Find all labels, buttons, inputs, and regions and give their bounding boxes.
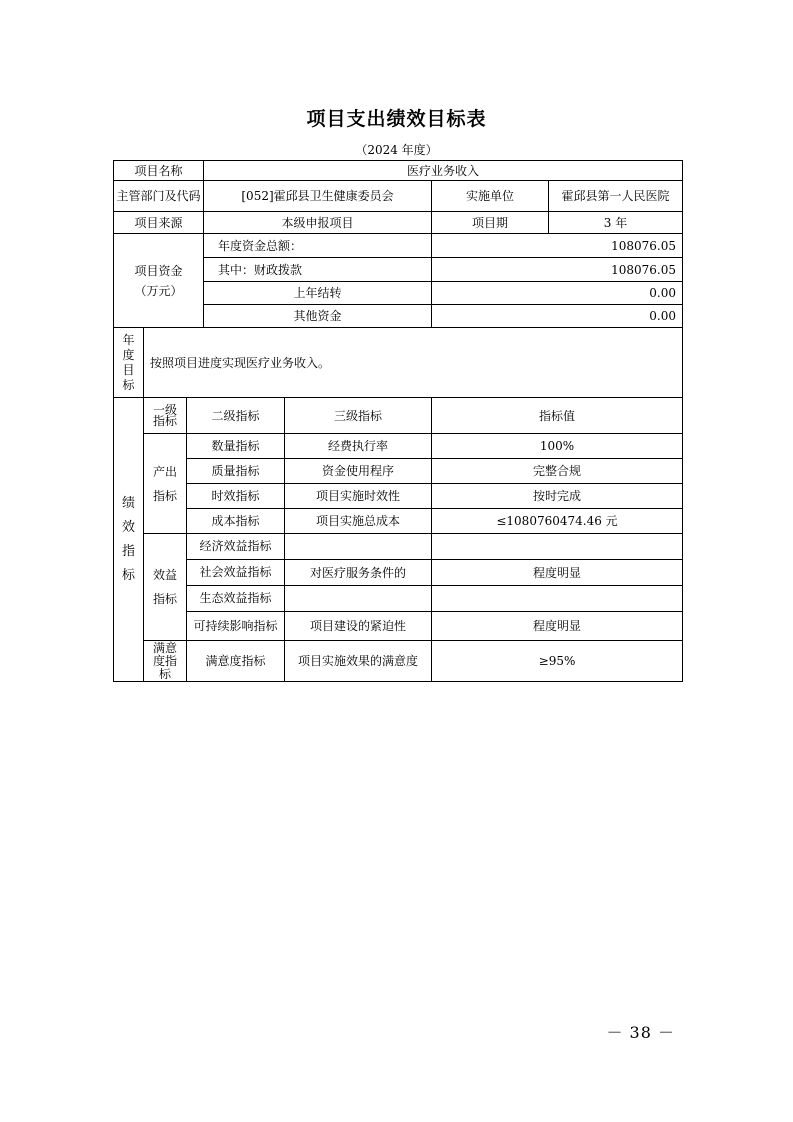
impl-unit-label: 实施单位 — [432, 181, 549, 212]
fund-other-label: 其他资金 — [204, 305, 432, 328]
output-indicator-label — [144, 434, 187, 534]
output-level3: 项目实施时效性 — [285, 484, 432, 509]
header-value: 指标值 — [432, 398, 683, 434]
fund-fiscal-label: 其中：财政拨款 — [204, 258, 432, 282]
dept-value: [052]霍邱县卫生健康委员会 — [204, 181, 432, 212]
output-level2: 成本指标 — [187, 509, 285, 534]
funds-label: 项目资金 — [134, 263, 183, 278]
header-level1-text: 一级指标 — [152, 402, 177, 428]
header-level2: 二级指标 — [187, 398, 285, 434]
table-row — [114, 612, 683, 641]
table-row — [114, 328, 683, 398]
benefit-level2: 生态效益指标 — [187, 586, 285, 612]
indicators-section-text: 绩效指标 — [121, 495, 135, 583]
period-value: 3 年 — [549, 212, 683, 234]
output-value: 按时完成 — [432, 484, 683, 509]
dept-label: 主管部门及代码 — [114, 181, 204, 212]
table-row — [114, 161, 683, 181]
benefit-level2: 社会效益指标 — [187, 560, 285, 586]
header-level1 — [144, 398, 187, 434]
benefit-level3: 对医疗服务条件的 — [285, 560, 432, 586]
fund-carryover-value: 0.00 — [432, 282, 683, 305]
impl-unit-value: 霍邱县第一人民医院 — [549, 181, 683, 212]
indicators-section-label — [114, 398, 144, 682]
output-level3: 经费执行率 — [285, 434, 432, 459]
benefit-level3 — [285, 586, 432, 612]
table-row — [114, 212, 683, 234]
output-indicator-text: 产出指标 — [152, 464, 177, 503]
fund-fiscal-value: 108076.05 — [432, 258, 683, 282]
annual-goal-label — [114, 328, 144, 398]
table-row — [114, 434, 683, 459]
benefit-value — [432, 534, 683, 560]
benefit-value — [432, 586, 683, 612]
satisfaction-level2: 满意度指标 — [187, 641, 285, 682]
fund-other-value: 0.00 — [432, 305, 683, 328]
output-level2: 时效指标 — [187, 484, 285, 509]
header-level3: 三级指标 — [285, 398, 432, 434]
benefit-level3: 项目建设的紧迫性 — [285, 612, 432, 641]
fund-carryover-label: 上年结转 — [204, 282, 432, 305]
benefit-indicator-label — [144, 534, 187, 641]
project-name-label: 项目名称 — [114, 161, 204, 181]
benefit-value: 程度明显 — [432, 560, 683, 586]
benefit-level2: 经济效益指标 — [187, 534, 285, 560]
benefit-level2: 可持续影响指标 — [187, 612, 285, 641]
funds-unit: （万元） — [134, 283, 183, 298]
table-row — [114, 560, 683, 586]
fiscal-year: （2024 年度） — [355, 143, 438, 157]
table-row — [114, 534, 683, 560]
table-row — [114, 509, 683, 534]
source-value: 本级申报项目 — [204, 212, 432, 234]
source-label: 项目来源 — [114, 212, 204, 234]
satisfaction-level3: 项目实施效果的满意度 — [285, 641, 432, 682]
performance-target-table — [113, 160, 683, 682]
table-row — [114, 181, 683, 212]
output-value: 100% — [432, 434, 683, 459]
page-title: 项目支出绩效目标表 — [306, 108, 487, 130]
period-label: 项目期 — [432, 212, 549, 234]
table-row — [114, 484, 683, 509]
output-value: ≤1080760474.46 元 — [432, 509, 683, 534]
table-row — [114, 459, 683, 484]
benefit-indicator-text: 效益指标 — [152, 568, 177, 606]
funds-label-cell — [114, 234, 204, 328]
output-value: 完整合规 — [432, 459, 683, 484]
benefit-level3 — [285, 534, 432, 560]
table-row — [114, 641, 683, 682]
output-level2: 数量指标 — [187, 434, 285, 459]
project-name-value: 医疗业务收入 — [204, 161, 683, 181]
satisfaction-indicator-label — [144, 641, 187, 682]
page-number: － 38 － — [606, 1023, 675, 1042]
table-row — [114, 398, 683, 434]
table-row — [114, 586, 683, 612]
satisfaction-value: ≥95% — [432, 641, 683, 682]
annual-goal-label-text: 年度目标 — [122, 332, 135, 392]
satisfaction-indicator-text: 满意度指标 — [152, 640, 177, 681]
fund-total-value: 108076.05 — [432, 234, 683, 258]
annual-goal-text: 按照项目进度实现医疗业务收入。 — [144, 328, 683, 398]
output-level3: 资金使用程序 — [285, 459, 432, 484]
fund-total-label: 年度资金总额： — [204, 234, 432, 258]
output-level3: 项目实施总成本 — [285, 509, 432, 534]
output-level2: 质量指标 — [187, 459, 285, 484]
table-row — [114, 234, 683, 258]
benefit-value: 程度明显 — [432, 612, 683, 641]
